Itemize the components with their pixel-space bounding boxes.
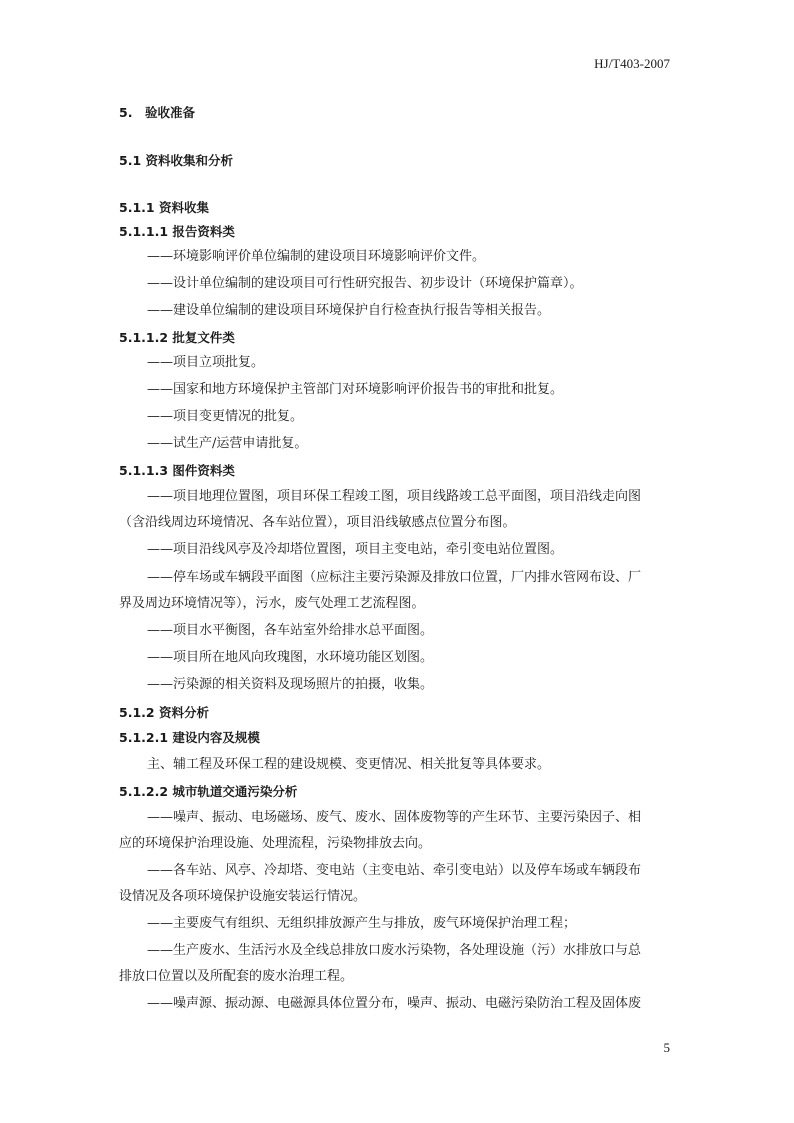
section-heading-5-1: 5.1 资料收集和分析	[119, 153, 233, 168]
page-number: 5	[663, 1040, 670, 1055]
list-item: ——噪声、振动、电场磁场、废气、废水、固体废物等的产生环节、主要污染因子、相	[147, 810, 642, 825]
list-item-continuation: 设情况及各项环境保护设施安装运行情况。	[119, 889, 367, 904]
list-item: ——生产废水、生活污水及全线总排放口废水污染物，各处理设施（污）水排放口与总	[147, 943, 642, 958]
section-heading-5-1-1-1: 5.1.1.1 报告资料类	[119, 224, 235, 239]
list-item: ——噪声源、振动源、电磁源具体位置分布，噪声、振动、电磁污染防治工程及固体废	[147, 996, 642, 1011]
list-item: ——国家和地方环境保护主管部门对环境影响评价报告书的审批和批复。	[147, 382, 564, 397]
list-item: ——设计单位编制的建设项目可行性研究报告、初步设计（环境保护篇章）。	[147, 276, 583, 291]
section-heading-5-1-2: 5.1.2 资料分析	[119, 705, 209, 720]
list-item: ——项目变更情况的批复。	[147, 409, 304, 424]
section-heading-5-1-1-2: 5.1.1.2 批复文件类	[119, 330, 235, 345]
list-item-continuation: 应的环境保护治理设施、处理流程，污染物排放去向。	[119, 836, 432, 851]
document-code: HJ/T403-2007	[594, 56, 670, 71]
list-item-continuation: 界及周边环境情况等），污水，废气处理工艺流程图。	[119, 596, 425, 611]
list-item-continuation: （含沿线周边环境情况、各车站位置），项目沿线敏感点位置分布图。	[119, 515, 516, 530]
list-item: ——停车场或车辆段平面图（应标注主要污染源及排放口位置，厂内排水管网布设、厂	[147, 570, 642, 585]
section-heading-5-1-1-3: 5.1.1.3 图件资料类	[119, 463, 235, 478]
list-item: ——项目所在地风向玫瑰图，水环境功能区划图。	[147, 650, 434, 665]
list-item: ——建设单位编制的建设项目环境保护自行检查执行报告等相关报告。	[147, 303, 551, 318]
section-heading-5-1-1: 5.1.1 资料收集	[119, 200, 209, 215]
list-item: ——项目沿线风亭及冷却塔位置图，项目主变电站，牵引变电站位置图。	[147, 542, 564, 557]
section-heading-5-1-2-2: 5.1.2.2 城市轨道交通污染分析	[119, 784, 298, 799]
paragraph: 主、辅工程及环保工程的建设规模、变更情况、相关批复等具体要求。	[147, 757, 551, 772]
list-item: ——污染源的相关资料及现场照片的拍摄，收集。	[147, 677, 434, 692]
list-item: ——试生产/运营申请批复。	[147, 436, 308, 451]
list-item: ——主要废气有组织、无组织排放源产生与排放，废气环境保护治理工程；	[147, 916, 577, 931]
list-item: ——项目水平衡图，各车站室外给排水总平面图。	[147, 623, 434, 638]
list-item: ——项目立项批复。	[147, 355, 265, 370]
list-item: ——各车站、风亭、冷却塔、变电站（主变电站、牵引变电站）以及停车场或车辆段布	[147, 863, 642, 878]
list-item: ——项目地理位置图，项目环保工程竣工图，项目线路竣工总平面图，项目沿线走向图	[147, 489, 642, 504]
section-heading-5-1-2-1: 5.1.2.1 建设内容及规模	[119, 730, 260, 745]
section-heading-5: 5. 验收准备	[119, 105, 195, 120]
list-item: ——环境影响评价单位编制的建设项目环境影响评价文件。	[147, 249, 486, 264]
list-item-continuation: 排放口位置以及所配套的废水治理工程。	[119, 969, 354, 984]
